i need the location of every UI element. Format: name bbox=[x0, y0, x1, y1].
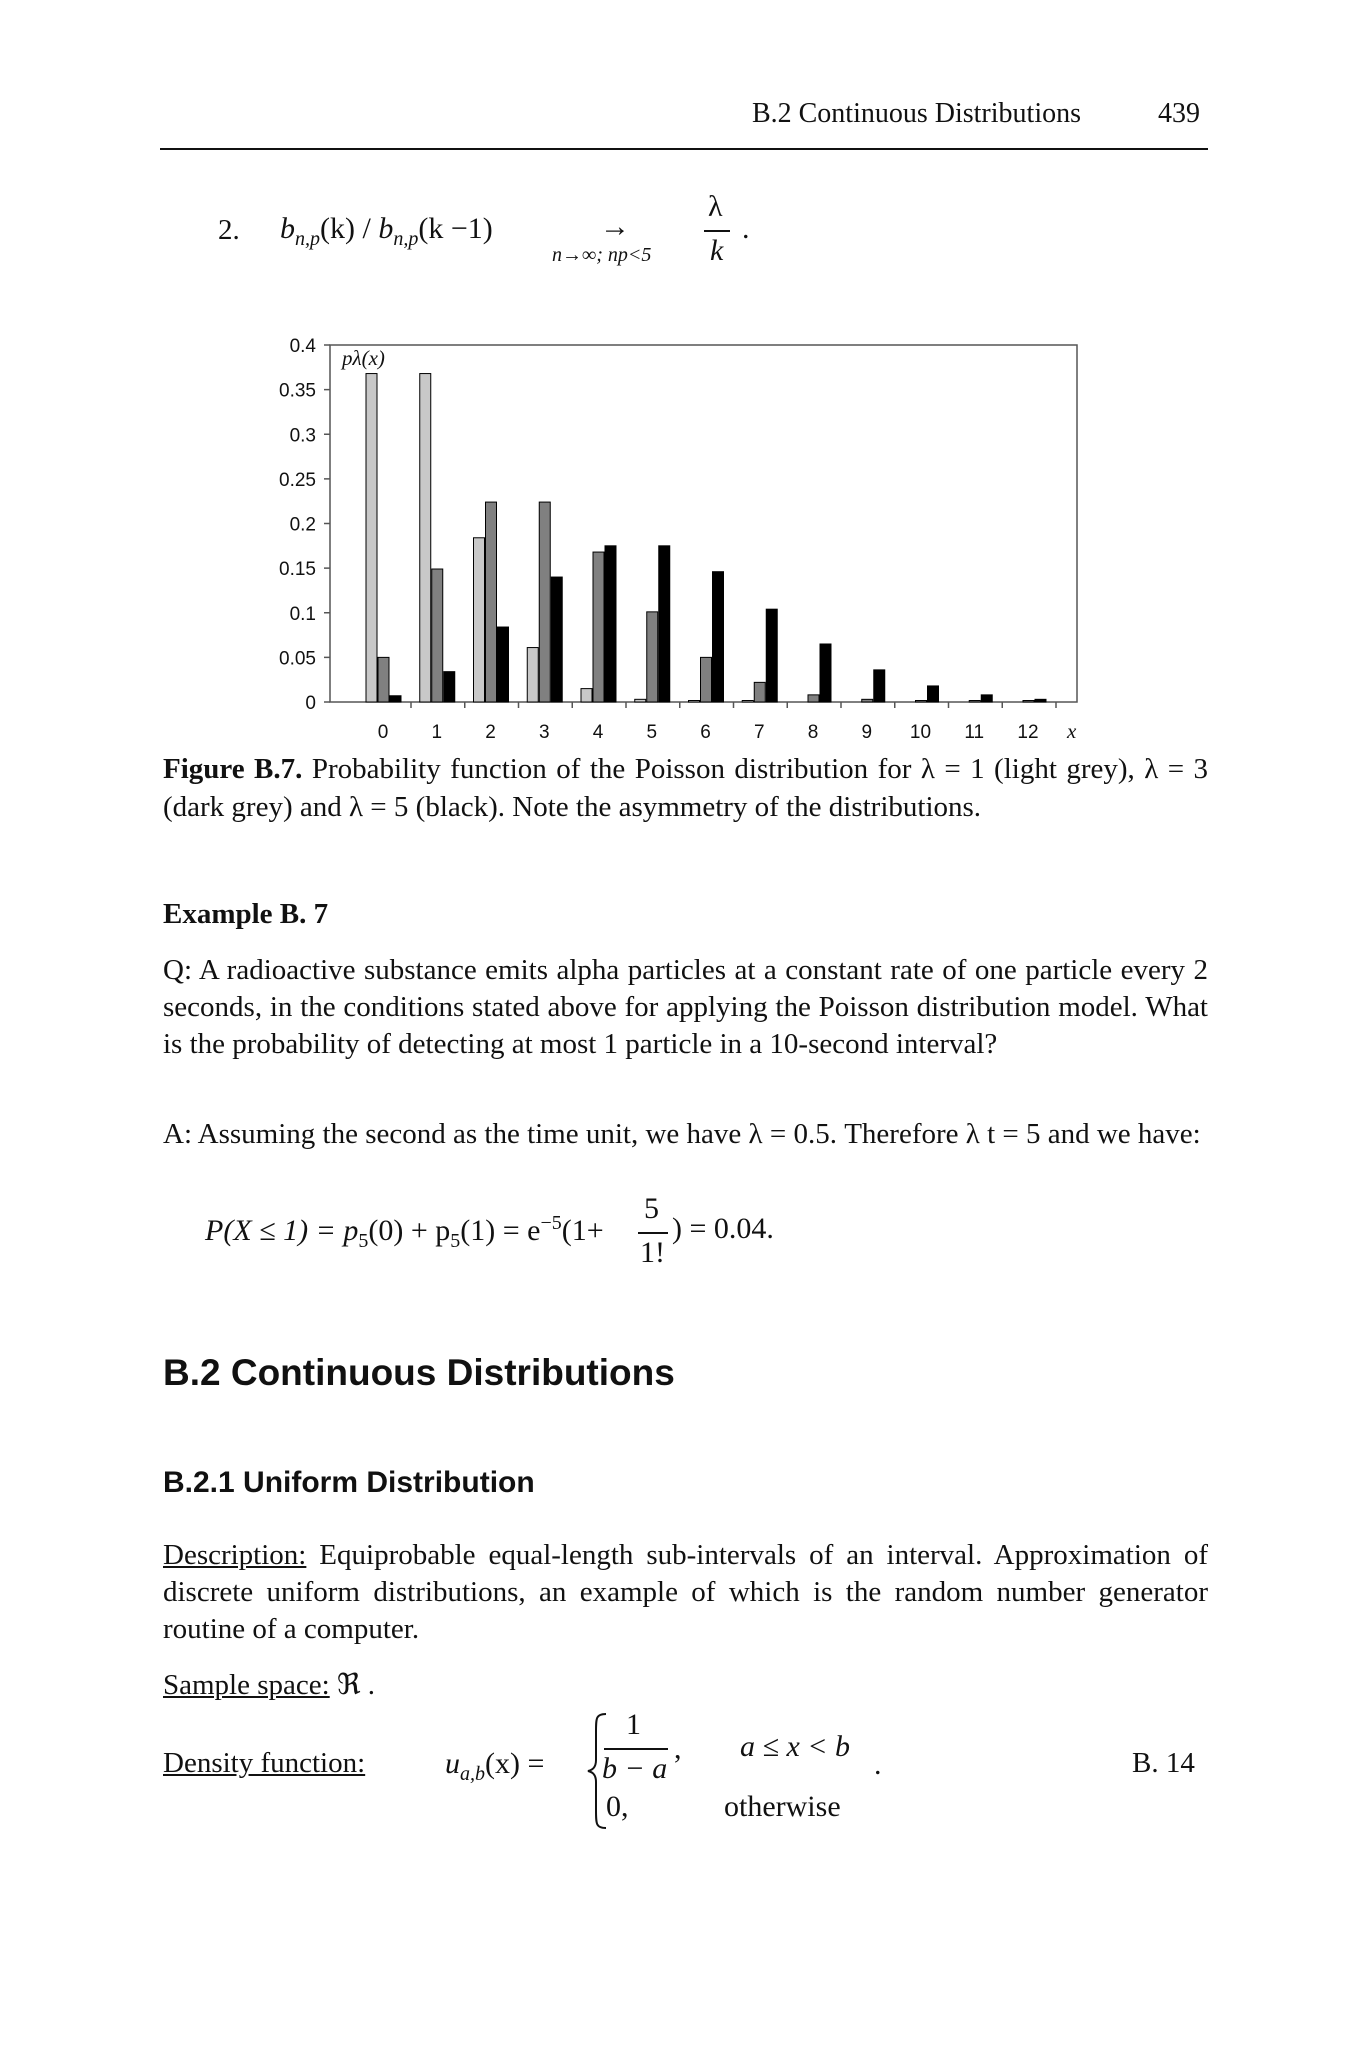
case1-condition: a ≤ x < b bbox=[740, 1730, 851, 1763]
density-sub: a,b bbox=[460, 1763, 485, 1785]
y-tick-label: 0 bbox=[305, 693, 316, 714]
formula-open: (1+ bbox=[561, 1214, 604, 1247]
example-question: Q: A radioactive substance emits alpha particles at a constant rate of one particle every 2 seconds, in the conditions stated above for applying the Poisson distribution model. What is the probability of detecting at most 1 particle in a 10-second interval? bbox=[163, 954, 1208, 1060]
sample-space-label: Sample space: bbox=[163, 1669, 330, 1701]
x-tick-label: 10 bbox=[909, 722, 932, 743]
bar-5-4 bbox=[605, 546, 616, 702]
bar-5-8 bbox=[820, 644, 831, 702]
uniform-description bbox=[163, 1537, 1208, 1648]
bar-5-3 bbox=[551, 577, 562, 702]
ratio-sub2: n,p bbox=[393, 228, 419, 250]
description-text: Equiprobable equal-length sub-intervals of an interval. Approximation of discrete uniform distributions, an example of which is the random number generator routine of a computer. bbox=[163, 1539, 1208, 1645]
bar-3-8 bbox=[808, 695, 819, 702]
formula-exponent: −5 bbox=[540, 1212, 562, 1234]
ratio-b1: b bbox=[280, 212, 295, 245]
bar-1-7 bbox=[742, 701, 753, 703]
x-tick-label: 4 bbox=[592, 722, 604, 743]
y-tick-label: 0.15 bbox=[279, 559, 316, 581]
bar-3-11 bbox=[969, 701, 980, 703]
x-tick-label: 7 bbox=[753, 722, 765, 743]
case1-denominator: b − a bbox=[602, 1752, 668, 1785]
bar-5-6 bbox=[713, 572, 724, 702]
bar-5-5 bbox=[659, 546, 670, 702]
ratio-expression bbox=[280, 212, 493, 251]
figure-caption-text: Probability function of the Poisson distribution for λ = 1 (light grey), λ = 3 (dark grey) and λ = 5 (black). Note the asymmetry of the distributions. bbox=[163, 753, 1208, 823]
formula-lhs: P(X ≤ 1) = p bbox=[205, 1214, 359, 1247]
bar-3-3 bbox=[539, 502, 550, 702]
bar-5-9 bbox=[874, 670, 885, 702]
bar-3-10 bbox=[916, 701, 927, 703]
running-head-section: B.2 Continuous Distributions bbox=[751, 98, 1081, 129]
bar-3-9 bbox=[862, 699, 873, 702]
formula-close: ) = 0.04. bbox=[672, 1212, 774, 1245]
bar-5-0 bbox=[390, 696, 401, 702]
x-tick-label: 2 bbox=[485, 722, 496, 743]
y-tick-label: 0.3 bbox=[289, 425, 316, 447]
formula-sub2: 5 bbox=[450, 1230, 461, 1252]
x-tick-label: 0 bbox=[377, 722, 389, 743]
x-axis-label: x bbox=[1067, 719, 1077, 743]
bar-3-1 bbox=[432, 569, 443, 702]
x-tick-label: 11 bbox=[964, 722, 985, 743]
bar-1-0 bbox=[366, 374, 377, 702]
ratio-sub1: n,p bbox=[295, 228, 320, 250]
bar-3-7 bbox=[754, 682, 765, 702]
ratio-k: (k) bbox=[320, 212, 355, 245]
example-answer: A: Assuming the second as the time unit, we have λ = 0.5. Therefore λ t = 5 and we have: bbox=[163, 1118, 1201, 1150]
density-period: . bbox=[874, 1748, 882, 1781]
x-tick-label: 8 bbox=[807, 722, 819, 743]
poisson-bar-chart bbox=[0, 320, 1350, 750]
formula-mid1: (0) + p bbox=[368, 1214, 451, 1247]
page-number: 439 bbox=[1158, 98, 1200, 129]
bar-5-1 bbox=[444, 672, 455, 702]
y-tick-label: 0.4 bbox=[289, 336, 316, 357]
fraction-numerator: λ bbox=[708, 190, 723, 223]
ratio-k-minus: (k −1) bbox=[418, 212, 493, 245]
description-label: Description: bbox=[163, 1539, 307, 1571]
fraction-bar bbox=[704, 230, 730, 232]
equation-number: 2. bbox=[218, 214, 240, 246]
subsection-title: B.2.1 Uniform Distribution bbox=[163, 1466, 535, 1499]
limit-condition: n→∞; np<5 bbox=[552, 244, 652, 266]
y-axis-label: pλ(x) bbox=[342, 346, 385, 370]
equation-period: . bbox=[742, 212, 750, 245]
y-tick-label: 0.35 bbox=[279, 380, 316, 402]
running-head bbox=[752, 98, 1200, 130]
limit-arrow: → bbox=[600, 210, 630, 243]
figure-caption bbox=[163, 750, 1208, 826]
density-arg: (x) = bbox=[485, 1747, 545, 1780]
bar-5-12 bbox=[1035, 699, 1046, 702]
bar-5-11 bbox=[981, 695, 992, 702]
formula-sub1: 5 bbox=[358, 1230, 369, 1252]
equation-number-b14: B. 14 bbox=[1132, 1747, 1195, 1779]
bar-3-0 bbox=[378, 657, 389, 702]
x-tick-label: 1 bbox=[431, 722, 443, 743]
bar-1-6 bbox=[689, 701, 700, 703]
bar-5-7 bbox=[766, 609, 777, 702]
case2-condition: otherwise bbox=[724, 1790, 841, 1823]
figure-label: Figure B.7. bbox=[163, 753, 303, 785]
bar-3-4 bbox=[593, 552, 604, 702]
bar-3-2 bbox=[486, 502, 497, 702]
case1-numerator: 1 bbox=[626, 1708, 641, 1741]
density-label: Density function: bbox=[163, 1747, 366, 1779]
bar-3-6 bbox=[701, 657, 712, 702]
bar-1-2 bbox=[474, 538, 485, 702]
bar-1-1 bbox=[420, 374, 431, 702]
header-rule bbox=[160, 148, 1208, 150]
bar-3-5 bbox=[647, 612, 658, 702]
formula-frac-num: 5 bbox=[644, 1192, 659, 1225]
section-title: B.2 Continuous Distributions bbox=[163, 1352, 675, 1393]
case1-comma: , bbox=[674, 1732, 682, 1765]
formula-frac-den: 1! bbox=[640, 1236, 665, 1269]
y-tick-label: 0.2 bbox=[289, 514, 316, 536]
formula-mid2: (1) = e bbox=[460, 1214, 541, 1247]
x-tick-label: 9 bbox=[861, 722, 873, 743]
ratio-b2: b bbox=[378, 212, 394, 245]
formula-main bbox=[205, 1212, 604, 1253]
bar-1-5 bbox=[635, 699, 646, 702]
sample-space-value: ℜ . bbox=[329, 1669, 376, 1701]
x-tick-label: 5 bbox=[646, 722, 658, 743]
bar-5-2 bbox=[498, 627, 509, 702]
bar-3-12 bbox=[1023, 701, 1034, 703]
bar-5-10 bbox=[928, 686, 939, 702]
fraction-denominator: k bbox=[710, 234, 724, 267]
x-tick-label: 6 bbox=[700, 722, 711, 743]
bar-1-4 bbox=[581, 689, 592, 702]
formula-frac-bar bbox=[638, 1232, 668, 1234]
bar-1-3 bbox=[527, 648, 538, 702]
x-tick-label: 3 bbox=[538, 722, 550, 743]
x-tick-label: 12 bbox=[1017, 722, 1039, 743]
case1-bar bbox=[604, 1748, 668, 1750]
density-lhs bbox=[445, 1747, 544, 1786]
example-title: Example B. 7 bbox=[163, 898, 329, 930]
y-tick-label: 0.1 bbox=[289, 603, 316, 625]
sample-space bbox=[163, 1667, 1208, 1704]
ratio-slash: / bbox=[362, 212, 371, 245]
density-u: u bbox=[445, 1747, 460, 1780]
case2-value: 0, bbox=[606, 1790, 629, 1823]
y-tick-label: 0.25 bbox=[279, 469, 316, 491]
y-tick-label: 0.05 bbox=[279, 648, 316, 670]
